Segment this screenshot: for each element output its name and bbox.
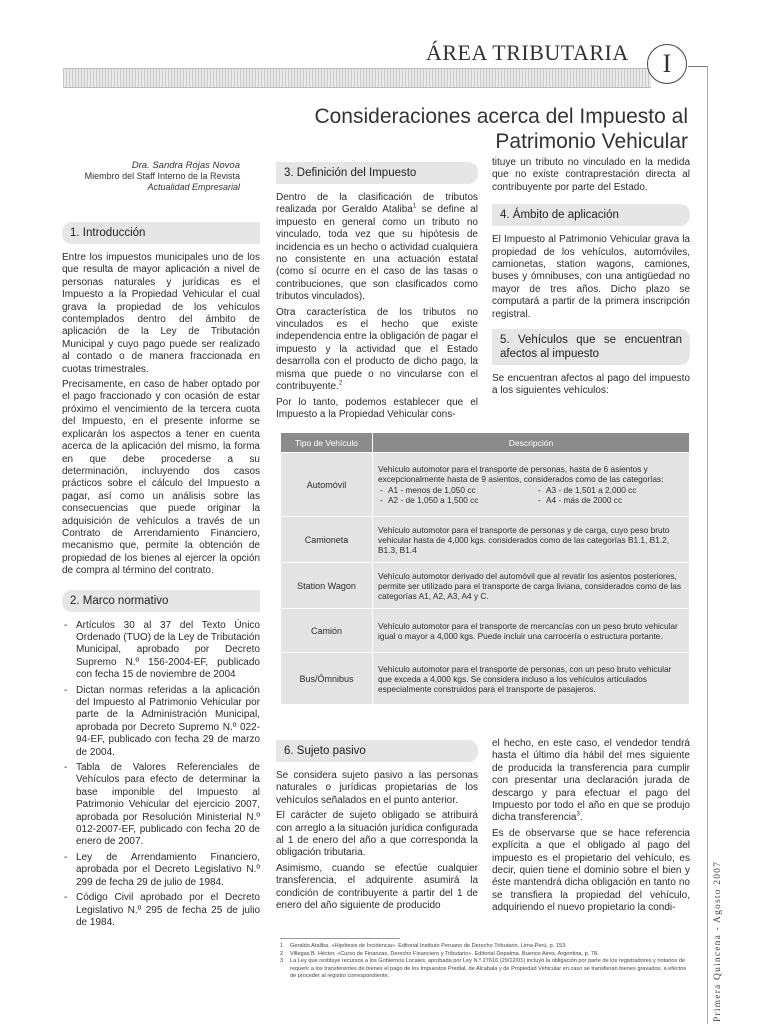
column-1 <box>62 216 260 932</box>
section-heading: 1. Introducción <box>62 222 260 244</box>
column-header: Tipo de Vehículo <box>281 433 373 453</box>
section-heading: 5. Vehículos que se encuentran afectos al impuesto <box>492 329 690 365</box>
vehicle-description: Vehículo automotor derivado del automóvil que al revatir los asientos posteriores, permite ser utilizado para el transporte de carga liviana, considerados como de las categorías A1, A2, A3, A4 y C. <box>373 563 690 609</box>
paragraph: tituye un tributo no vinculado en la medida que no existe contraprestación directa al contribuyente por parte del Estado. <box>492 157 690 193</box>
vehicle-type: Bus/Ómnibus <box>281 653 373 705</box>
paragraph: Es de observarse que se hace referencia explícita a que el obligado al pago del impuesto es el propietario del vehículo, es decir, quien tiene el dominio sobre el bien y éste mantendrá dicha obligación en tanto no se transfiera la propiedad del vehículo, adquiriendo el nuevo propietario la condi- <box>492 827 690 914</box>
author-block <box>60 160 240 193</box>
legal-framework-list <box>62 620 260 930</box>
list-item: - Código Civil aprobado por el Decreto Legislativo N.º 295 de fecha 25 de julio de 1984. <box>62 892 260 929</box>
footnote: 2 Villegas B. Héctor. «Curso de Finanzas, Derecho Financiero y Tributario». Editorial Depalma. Buenos Aires, Argentina, p. 78. <box>280 950 599 957</box>
margin-rule <box>707 66 708 1024</box>
footnote-rule <box>280 938 400 939</box>
footnote: 3 La Ley que restituye recursos a los Gobiernos Locales, aprobada por Ley N.º 27616 (29/12/01) incluyó la obligación por parte de los registradores y notarios de requerir a los transferentes de bienes el pago de los Impuestos Predial, de Alcabala y de Propiedad Vehicular en caso se transfieran bienes gravados, a efectos de proceder al registro correspondiente. <box>280 958 687 980</box>
article-title <box>268 104 688 154</box>
table-row <box>281 609 690 653</box>
column-3-bottom <box>492 738 690 918</box>
vehicle-type: Camión <box>281 609 373 653</box>
table-row <box>281 517 690 563</box>
vehicle-description: Vehículo automotor para el transporte de personas, con un peso bruto vehicular que exceda a 4,000 kgs. Se considera incluso a los vehículos articulados especialmente construidos para el transporte de pasajeros. <box>373 653 690 705</box>
table-row <box>281 653 690 705</box>
section-number-badge: I <box>647 44 687 84</box>
header-rule <box>688 66 708 67</box>
table-row <box>281 453 690 517</box>
vehicle-description: Vehículo automotor para el transporte de personas, hasta de 6 asientos y excepcionalmente hasta de 9 asientos, considerados como de las categorías: - A1 - menos de 1,050 cc - A2 - de 1,050 a 1,500 cc - A3 - de 1,501 a 2,000 cc - A4 - más de 2000 cc <box>373 453 690 517</box>
vehicle-type: Automóvil <box>281 453 373 517</box>
footnotes <box>280 943 692 981</box>
section-heading: 2. Marco normativo <box>62 590 260 612</box>
section-heading: 6. Sujeto pasivo <box>276 740 478 762</box>
section-header: ÁREA TRIBUTARIA <box>426 40 629 65</box>
paragraph: el hecho, en este caso, el vendedor tendrá hasta el último día hábil del mes siguiente de producida la transferencia para cumplir con presentar una declaración jurada de descargo y para efectuar el pago del Impuesto por todo el año en que se produjo dicha transferencia$^3$. <box>492 738 690 824</box>
author-affiliation: Actualidad Empresarial <box>147 182 240 192</box>
paragraph: Por lo tanto, podemos establecer que el Impuesto a la Propiedad Vehicular cons- <box>276 396 478 420</box>
column-2-top <box>276 156 478 424</box>
list-item: - Ley de Arrendamiento Financiero, aprobada por el Decreto Legislativo N.º 299 de fecha 29 de julio de 1984. <box>62 852 260 889</box>
title-line-1: Consideraciones acerca del Impuesto al <box>314 105 688 128</box>
table-header-row <box>281 433 690 453</box>
footnote: 1 Geraldo Ataliba. «Hipótesis de Incidencia». Editorial Instituto Peruano de Derecho Tributario. Lima-Perú, p. 153. <box>280 943 567 949</box>
section-heading: 4. Ámbito de aplicación <box>492 204 690 226</box>
vehicle-table <box>280 432 690 705</box>
column-3-top <box>492 157 690 401</box>
header-stripe <box>63 68 651 88</box>
paragraph: Entre los impuestos municipales uno de los que resulta de mayor aplicación a nivel de personas naturales y jurídicas es el Impuesto a la Propiedad Vehicular el cual grava la propiedad de los vehículos contemplados dentro del ámbito de aplicación de la Ley de Tributación Municipal y cuyo pago puede ser realizado al contado o de manera fraccionada en cuotas trimestrales. <box>62 252 260 375</box>
list-item: - Artículos 30 al 37 del Texto Único Ordenado (TUO) de la Ley de Tributación Municipal, aprobado por Decreto Supremo N.º 156-2004-EF, publicado con fecha 15 de noviembre de 2004 <box>62 620 260 682</box>
paragraph: Dentro de la clasificación de tributos realizada por Geraldo Ataliba$^1$ se define al impuesto en general como un tributo no vinculado, toda vez que su hipótesis de incidencia es un hecho o actividad cualquiera no consistente en una actuación estatal (como sí ocurre en el caso de las tasas o contribuciones, que son clasificados como tributos vinculados). <box>276 192 478 303</box>
paragraph: Se considera sujeto pasivo a las personas naturales o jurídicas propietarias de los vehículos señalados en el punto anterior. <box>276 770 478 806</box>
column-2-bottom <box>276 734 478 915</box>
author-name: Dra. Sandra Rojas Novoa <box>131 160 240 171</box>
vehicle-type: Station Wagon <box>281 563 373 609</box>
vehicle-description: Vehículo automotor para el transporte de personas y de carga, cuyo peso bruto vehicular hasta de 4,000 kgs. considerados como de las categorías B1.1, B1.2, B1.3, B1.4 <box>373 517 690 563</box>
paragraph: Asimismo, cuando se efectúe cualquier transferencia, el adquirente asumirá la condición de contribuyente a partir del 1 de enero del año siguiente de producido <box>276 862 478 912</box>
title-line-2: Patrimonio Vehicular <box>495 130 688 153</box>
vehicle-type: Camioneta <box>281 517 373 563</box>
paragraph: Precisamente, en caso de haber optado por el pago fraccionado y con ocasión de estar próximo el vencimiento de la tercera cuota del Impuesto, en el presente informe se explicarán los aspectos a tener en cuenta acerca de la aplicación del mismo, la forma en que debe procederse a su determinación, incluyendo dos casos prácticos sobre el cálculo del Impuesto a pagar, así como un análisis sobre las consecuencias que puede originar la adquisición de vehículos a través de un Contrato de Arrendamiento Financiero, mecanismo que, permite la obtención de propiedad de los bienes al ejercer la opción de compra al término del contrato. <box>62 379 260 577</box>
issue-date-sidebar: Primera Quincena - Agosto 2007 <box>713 860 723 1022</box>
vehicle-description: Vehículo automotor para el transporte de mercancías con un peso bruto vehicular igual o mayor a 4,000 kgs. Puede incluir una carrocería o estructura portante. <box>373 609 690 653</box>
author-role: Miembro del Staff Interno de la Revista <box>84 171 240 181</box>
table-row <box>281 563 690 609</box>
paragraph: Otra característica de los tributos no vinculados es el hecho que existe independencia entre la obligación de pagar el impuesto y la actividad que el Estado desarrolla con el producto de dicho pago, la misma que puede o no vincularse con el contribuyente.$^2$ <box>276 306 478 393</box>
paragraph: El carácter de sujeto obligado se atribuirá con arreglo a la situación jurídica configurada al 1 de enero del año a que corresponda la obligación tributaria. <box>276 810 478 859</box>
column-header: Descripción <box>373 433 690 453</box>
list-item: - Dictan normas referidas a la aplicación del Impuesto al Patrimonio Vehicular por parte de la Administración Municipal, aprobada por Decreto Supremo N.º 022-94-EF, publicado con fecha 29 de marzo de 2004. <box>62 685 260 759</box>
list-item: - Tabla de Valores Referenciales de Vehículos para efecto de determinar la base imponible del Impuesto al Patrimonio Vehicular del ejercicio 2007, aprobada por Resolución Ministerial N.º 012-2007-EF, publicado con fecha 20 de enero de 2007. <box>62 762 260 849</box>
paragraph: Se encuentran afectos al pago del impuesto a los siguientes vehículos: <box>492 373 690 397</box>
paragraph: El Impuesto al Patrimonio Vehicular grava la propiedad de los vehículos, automóviles, camionetas, station wagons, camiones, buses y ómnibuses, con una antigüedad no mayor de tres años. Dicho plazo se computará a partir de la primera inscripción registral. <box>492 234 690 320</box>
section-heading: 3. Definición del Impuesto <box>276 162 478 184</box>
